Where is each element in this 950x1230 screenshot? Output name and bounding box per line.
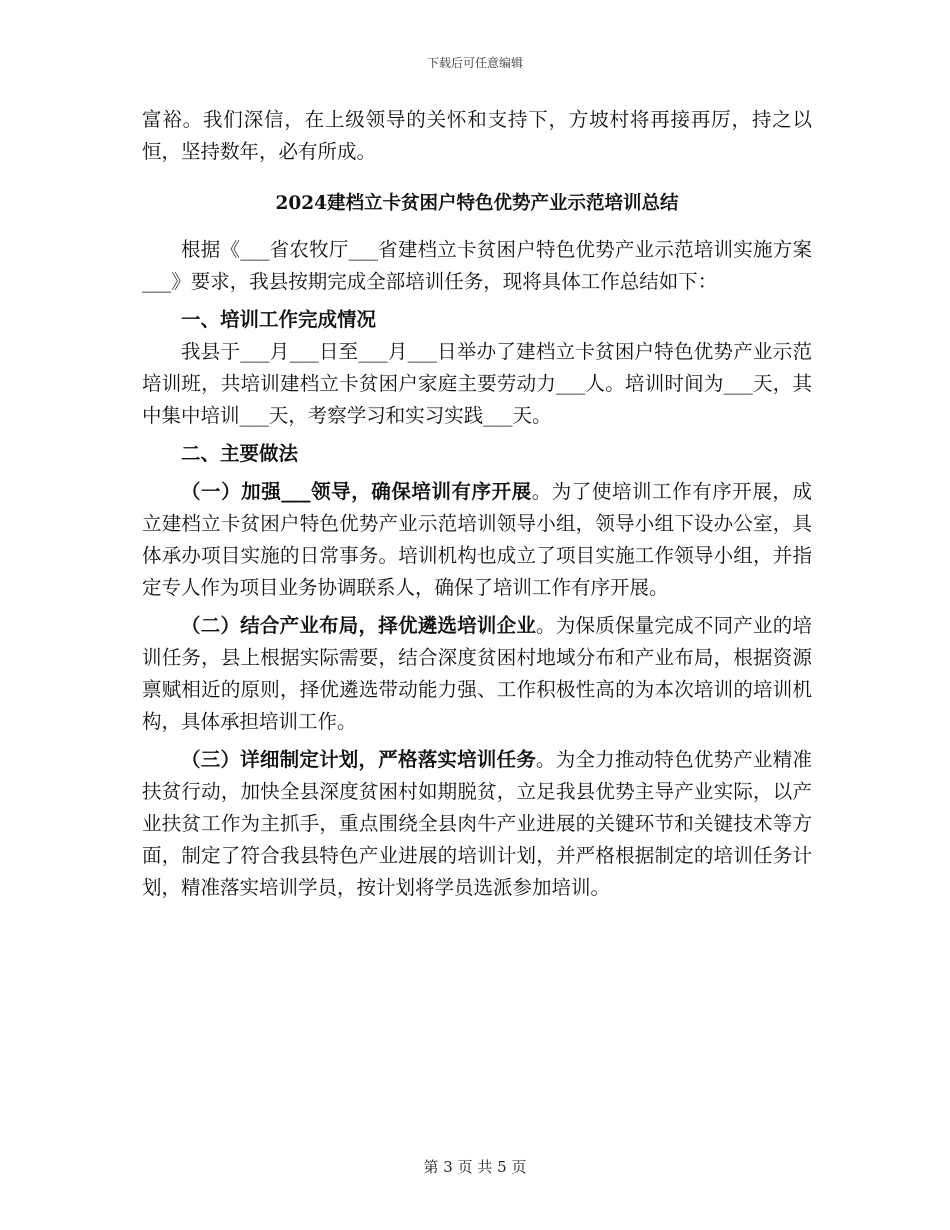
page-footer: 第 3 页 共 5 页 [423,1158,527,1176]
intro-paragraph: 根据《___省农牧厅___省建档立卡贫困户特色优势产业示范培训实施方案___》要求，我县按期完成全部培训任务，现将具体工作总结如下： [142,238,812,293]
document-body [142,104,812,904]
continuation-paragraph: 富裕。我们深信，在上级领导的关怀和支持下，方坡村将再接再厉，持之以恒，坚持数年，必有所成。 [142,108,812,163]
section-2-item-3 [142,744,812,904]
item-3-lead: （三）详细制定计划，严格落实培训任务 [181,748,537,771]
item-3-text: 。为全力推动特色优势产业精准扶贫行动，加快全县深度贫困村如期脱贫，立足我县优势主导产业实际，以产业扶贫工作为主抓手，重点围绕全县肉牛产业进展的关键环节和关键技术等方面，制定了符合我县特色产业进展的培训计划，并严格根据制定的培训任务计划，精准落实培训学员，按计划将学员选派参加培训。 [142,748,812,899]
item-2-text: 。为保质保量完成不同产业的培训任务，县上根据实际需要，结合深度贫困村地域分布和产业布局，根据资源禀赋相近的原则，择优遴选带动能力强、工作积极性高的为本次培训的培训机构，具体承担培训工作。 [142,614,812,733]
item-1-lead: （一）加强___领导，确保培训有序开展 [181,480,532,503]
document-title: 2024建档立卡贫困户特色优势产业示范培训总结 [275,193,679,214]
section-2-item-1 [142,476,812,604]
item-2-lead: （二）结合产业布局，择优遴选培训企业 [181,614,537,637]
header-note: 下载后可任意编辑 [426,56,523,70]
section-2-heading: 二、主要做法 [181,442,299,465]
section-2-item-2 [142,610,812,738]
section-1-heading: 一、培训工作完成情况 [181,308,377,331]
item-1-text: 。为了使培训工作有序开展，成立建档立卡贫困户特色优势产业示范培训领导小组，领导小组下设办公室，具体承办项目实施的日常事务。培训机构也成立了项目实施工作领导小组，并指定专人作为项目业务协调联系人，确保了培训工作有序开展。 [142,480,812,599]
section-1-body: 我县于___月___日至___月___日举办了建档立卡贫困户特色优势产业示范培训班，共培训建档立卡贫困户家庭主要劳动力___人。培训时间为___天，其中集中培训___天，考察学习和实习实践___天。 [142,340,812,427]
